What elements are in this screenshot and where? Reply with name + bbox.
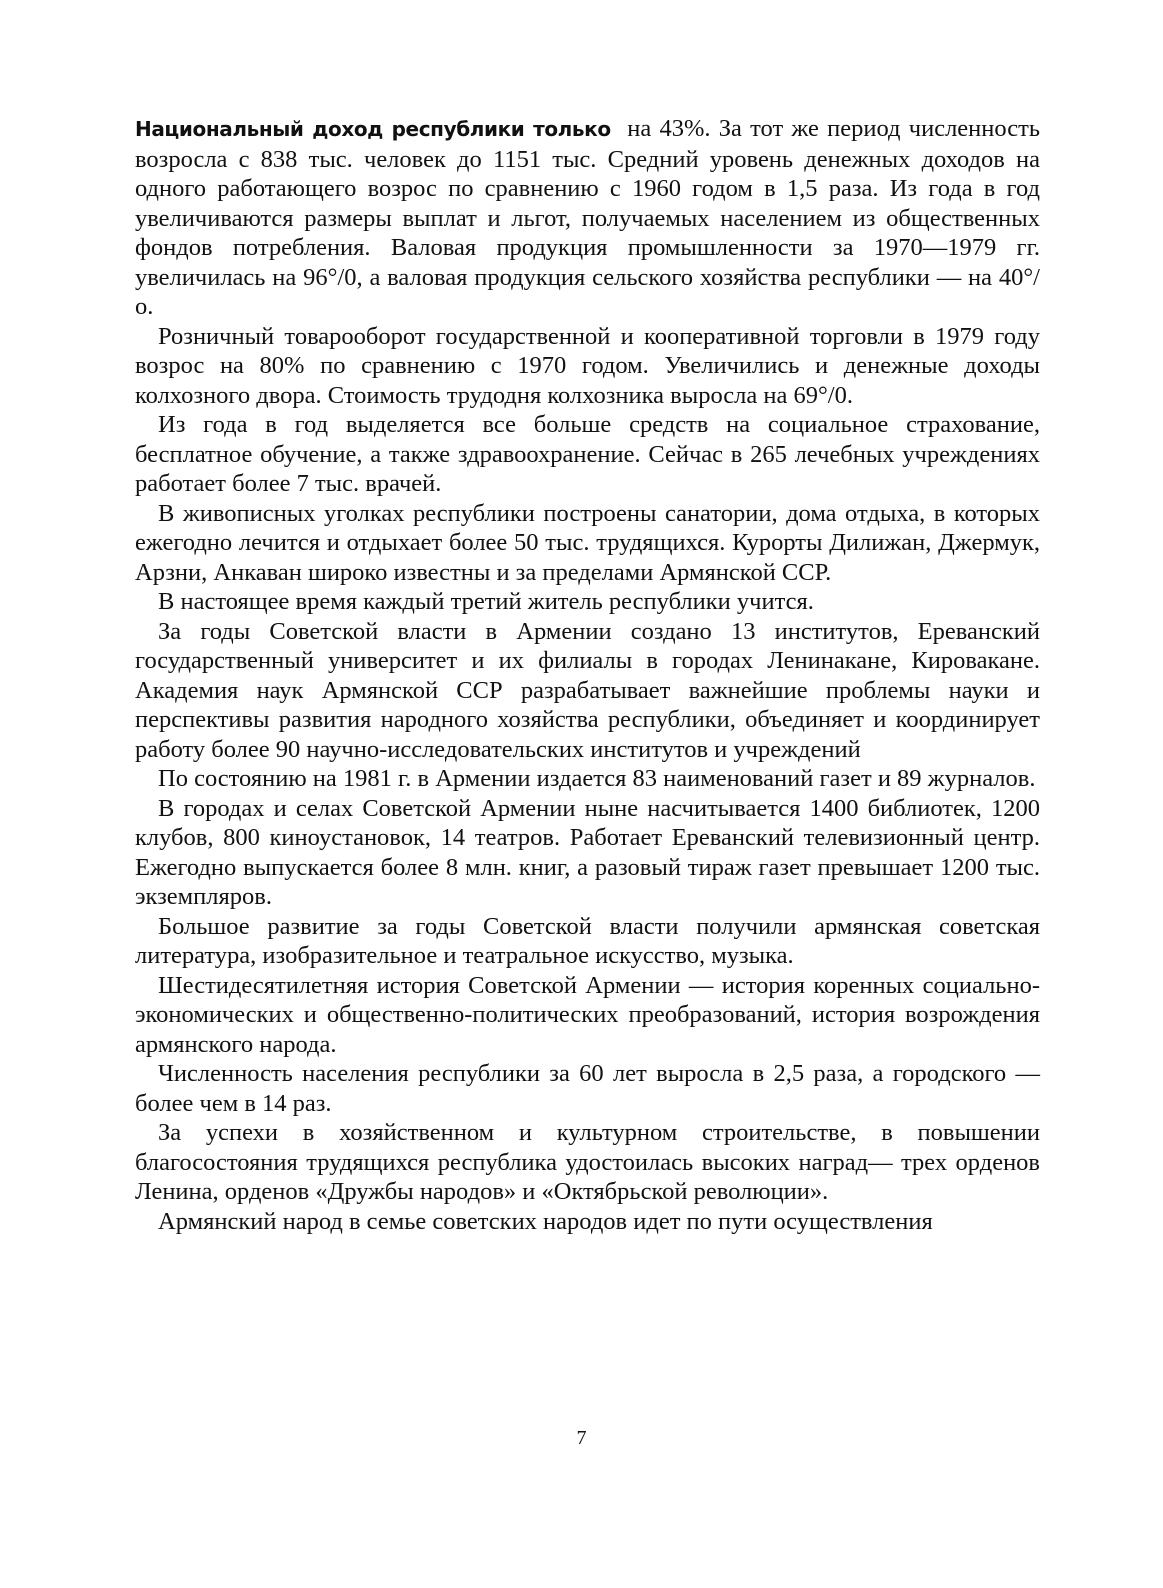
paragraph-13: Армянский народ в семье советских народов идет по пути осуществления <box>158 1207 933 1235</box>
paragraph-9: Большое развитие за годы Советской власти получили армянская советская литература, изобразительное и театральное искусство, музыка. <box>135 912 1040 969</box>
paragraph-1 <box>135 114 1040 322</box>
paragraph-3: Из года в год выделяется все больше средств на социальное страхование, бесплатное обучение, а также здравоохранение. Сейчас в 265 лечебных учреждениях работает более 7 тыс. врачей. <box>135 411 1040 497</box>
paragraph-2: Розничный товарооборот государственной и кооперативной торговли в 1979 году возрос на 80% по сравнению с 1970 годом. Увеличились и денежные доходы колхозного двора. Стоимость трудодня колхозника выросла на 69°/0. <box>135 322 1040 409</box>
paragraph-5: В настоящее время каждый третий житель республики учится. <box>158 588 814 615</box>
paragraph-6: За годы Советской власти в Армении создано 13 институтов, Ереванский государственный университет и их филиалы в городах Ленинакане, Кировакане. Академия наук Армянской ССР разрабатывает важнейшие проблемы науки и перспективы развития народного хозяйства республики, объединяет и координирует работу более 90 научно-исследовательских институтов и учреждений <box>135 617 1040 763</box>
paragraph-7: По состоянию на 1981 г. в Армении издается 83 наименований газет и 89 журналов. <box>158 765 1036 792</box>
paragraph-10: Шестидесятилетняя история Советской Армении — история коренных социально-экономических и общественно-политических преобразований, история возрождения армянского народа. <box>135 971 1040 1058</box>
paragraph-11: Численность населения республики за 60 лет выросла в 2,5 раза, а городского —более чем в 14 раз. <box>135 1060 1040 1117</box>
lead-phrase: Национальный доход республики только <box>135 117 611 141</box>
paragraph-1-text: на 43%. За тот же период численность возросла с 838 тыс. человек до 1151 тыс. Средний уровень денежных доходов на одного работающего возрос по сравнению с 1960 годом в 1,5 раза. Из года в год увеличиваются размеры выплат и льгот, получаемых населением из общественных фондов потребления. Валовая продукция промышленности за 1970—1979 гг. увеличилась на 96°/0, а валовая продукция сельского хозяйства республики — на 40°/о. <box>135 115 1041 320</box>
paragraph-12: За успехи в хозяйственном и культурном строительстве, в повышении благосостояния трудящихся республика удостоилась высоких наград— трех орденов Ленина, орденов «Дружбы народов» и «Октябрьской революции». <box>135 1119 1040 1205</box>
paragraph-8: В городах и селах Советской Армении ныне насчитывается 1400 библиотек, 1200 клубов, 800 киноустановок, 14 театров. Работает Ереванский телевизионный центр. Ежегодно выпускается более 8 млн. книг, а разовый тираж газет превышает 1200 тыс. экземпляров. <box>135 794 1040 910</box>
paragraph-4: В живописных уголках республики построены санатории, дома отдыха, в которых ежегодно лечится и отдыхает более 50 тыс. трудящихся. Курорты Дилижан, Джермук, Арзни, Анкаван широко известны и за пределами Армянской ССР. <box>135 499 1040 586</box>
page-number: 7 <box>576 1427 587 1449</box>
body-text <box>135 114 1040 1236</box>
